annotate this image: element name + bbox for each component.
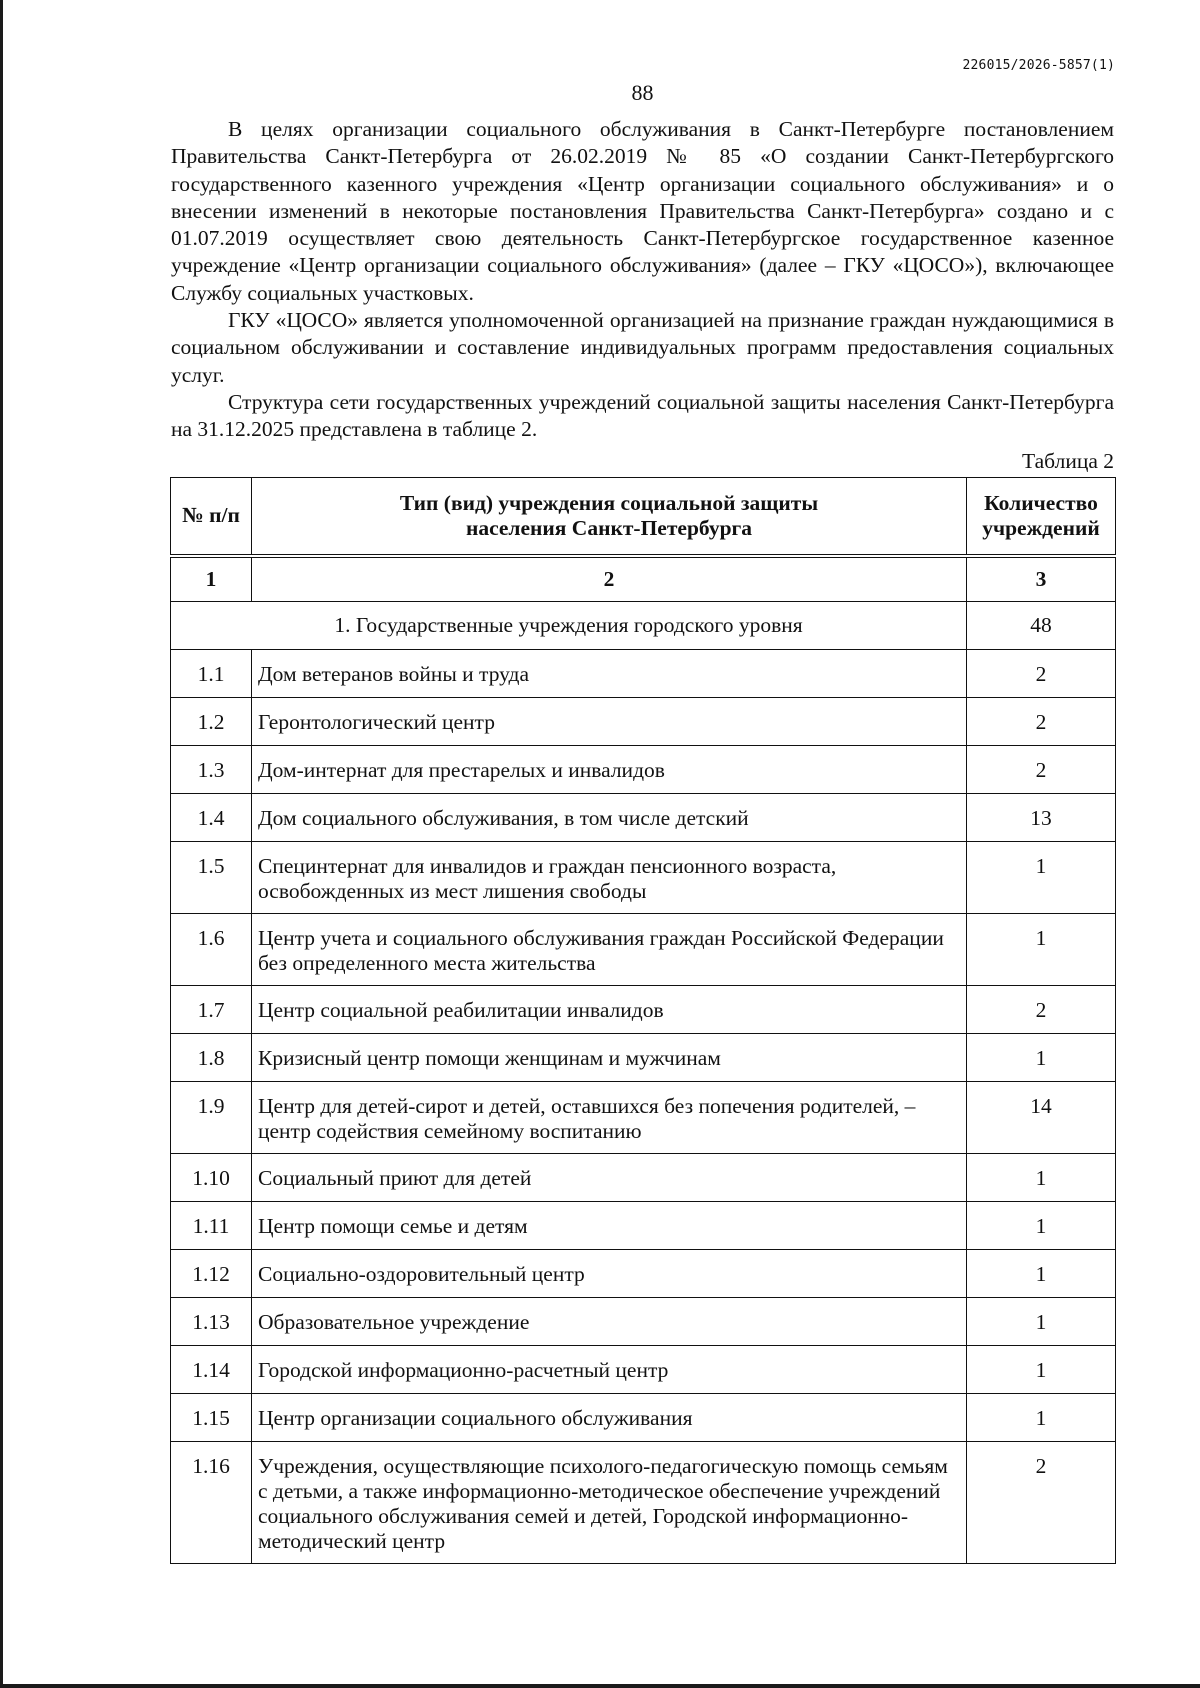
row-institution-type: Специнтернат для инвалидов и граждан пенсионного возраста, освобожденных из мест лишения свободы <box>252 842 967 914</box>
row-number: 1.7 <box>171 986 252 1034</box>
section-title: 1. Государственные учреждения городского уровня <box>171 602 967 650</box>
paragraph: В целях организации социального обслуживания в Санкт-Петербурге постановлением Правительства Санкт-Петербурга от 26.02.2019 № 85 «О создании Санкт-Петербургского государственного казенного учреждения «Центр организации социального обслуживания» и о внесении изменений в некоторые постановления Правительства Санкт-Петербурга» создано и с 01.07.2019 осуществляет свою деятельность Санкт-Петербургское государственное казенное учреждение «Центр организации социального обслуживания» (далее – ГКУ «ЦОСО»), включающее Службу социальных участковых. <box>171 117 1114 305</box>
row-count: 1 <box>967 1034 1116 1082</box>
header-count: Количество учреждений <box>967 478 1116 556</box>
row-count: 1 <box>967 1298 1116 1346</box>
row-institution-type: Центр для детей-сирот и детей, оставшихся без попечения родителей, – центр содействия семейному воспитанию <box>252 1082 967 1154</box>
row-number: 1.13 <box>171 1298 252 1346</box>
row-number: 1.12 <box>171 1250 252 1298</box>
column-number-row <box>171 556 1116 602</box>
table-row <box>171 1082 1116 1154</box>
row-institution-type: Дом социального обслуживания, в том числе детский <box>252 794 967 842</box>
table-row <box>171 914 1116 986</box>
row-institution-type: Учреждения, осуществляющие психолого-педагогическую помощь семьям с детьми, а также информационно-методическое обеспечение учреждений социального обслуживания семей и детей, Городской информационно-методический центр <box>252 1442 967 1564</box>
row-number: 1.15 <box>171 1394 252 1442</box>
table-row <box>171 1346 1116 1394</box>
paragraph: ГКУ «ЦОСО» является уполномоченной организацией на признание граждан нуждающимися в социальном обслуживании и составление индивидуальных программ предоставления социальных услуг. <box>171 308 1114 387</box>
row-institution-type: Дом-интернат для престарелых и инвалидов <box>252 746 967 794</box>
row-institution-type: Центр организации социального обслуживания <box>252 1394 967 1442</box>
row-count: 1 <box>967 1154 1116 1202</box>
row-count: 1 <box>967 1394 1116 1442</box>
row-number: 1.3 <box>171 746 252 794</box>
row-institution-type: Дом ветеранов войны и труда <box>252 650 967 698</box>
table-row <box>171 1394 1116 1442</box>
table-row <box>171 746 1116 794</box>
row-count: 1 <box>967 1202 1116 1250</box>
body-text <box>171 116 1114 444</box>
row-institution-type: Геронтологический центр <box>252 698 967 746</box>
document-id: 226015/2026-5857(1) <box>962 58 1115 73</box>
section-row <box>171 602 1116 650</box>
row-count: 2 <box>967 1442 1116 1564</box>
row-count: 2 <box>967 746 1116 794</box>
row-number: 1.6 <box>171 914 252 986</box>
row-institution-type: Центр учета и социального обслуживания граждан Российской Федерации без определенного места жительства <box>252 914 967 986</box>
row-number: 1.14 <box>171 1346 252 1394</box>
table-row <box>171 1202 1116 1250</box>
row-count: 13 <box>967 794 1116 842</box>
row-institution-type: Образовательное учреждение <box>252 1298 967 1346</box>
column-number: 2 <box>252 556 967 602</box>
row-institution-type: Центр социальной реабилитации инвалидов <box>252 986 967 1034</box>
row-count: 14 <box>967 1082 1116 1154</box>
table-row <box>171 650 1116 698</box>
table-row <box>171 1298 1116 1346</box>
table-row <box>171 986 1116 1034</box>
table-row <box>171 1034 1116 1082</box>
row-number: 1.2 <box>171 698 252 746</box>
row-number: 1.9 <box>171 1082 252 1154</box>
page-number: 88 <box>631 80 654 105</box>
table-row <box>171 842 1116 914</box>
row-number: 1.4 <box>171 794 252 842</box>
row-number: 1.10 <box>171 1154 252 1202</box>
column-number: 3 <box>967 556 1116 602</box>
section-count: 48 <box>967 602 1116 650</box>
header-num: № п/п <box>171 478 252 556</box>
row-number: 1.5 <box>171 842 252 914</box>
institutions-table <box>170 477 1116 1564</box>
table-row <box>171 1250 1116 1298</box>
row-number: 1.8 <box>171 1034 252 1082</box>
row-count: 1 <box>967 1346 1116 1394</box>
scan-edge-bottom <box>0 1684 1200 1688</box>
row-count: 1 <box>967 842 1116 914</box>
header-type: Тип (вид) учреждения социальной защиты населения Санкт-Петербурга <box>252 478 967 556</box>
table-row <box>171 1154 1116 1202</box>
row-institution-type: Городской информационно-расчетный центр <box>252 1346 967 1394</box>
paragraph: Структура сети государственных учреждений социальной защиты населения Санкт-Петербурга на 31.12.2025 представлена в таблице 2. <box>171 389 1114 442</box>
row-number: 1.11 <box>171 1202 252 1250</box>
row-institution-type: Социально-оздоровительный центр <box>252 1250 967 1298</box>
row-number: 1.1 <box>171 650 252 698</box>
column-number: 1 <box>171 556 252 602</box>
table-header-row <box>171 478 1116 556</box>
row-institution-type: Кризисный центр помощи женщинам и мужчинам <box>252 1034 967 1082</box>
table-row <box>171 1442 1116 1564</box>
row-count: 2 <box>967 650 1116 698</box>
row-count: 1 <box>967 914 1116 986</box>
row-institution-type: Центр помощи семье и детям <box>252 1202 967 1250</box>
table-caption: Таблица 2 <box>1022 449 1114 473</box>
table-body <box>171 602 1116 1564</box>
scan-edge-left <box>0 0 3 1688</box>
row-number: 1.16 <box>171 1442 252 1564</box>
row-count: 2 <box>967 986 1116 1034</box>
table-row <box>171 698 1116 746</box>
row-count: 1 <box>967 1250 1116 1298</box>
table-row <box>171 794 1116 842</box>
row-institution-type: Социальный приют для детей <box>252 1154 967 1202</box>
row-count: 2 <box>967 698 1116 746</box>
